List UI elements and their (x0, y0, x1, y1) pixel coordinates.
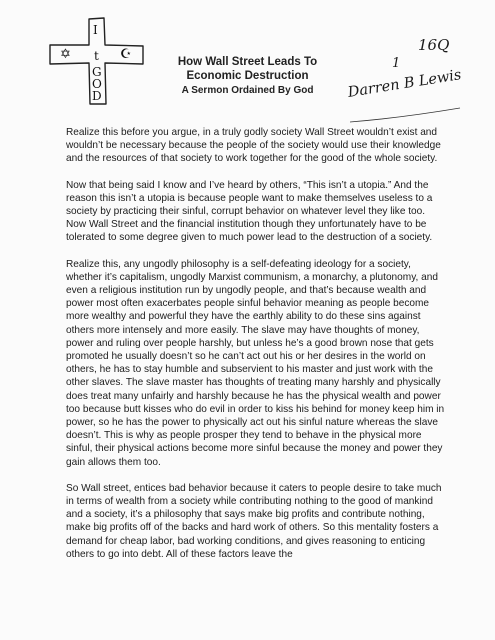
paragraph-3: Realize this, any ungodly philosophy is a self-defeating ideology for a society, whether it’s capitalism, ungodly Marxist communism, a monarchy, a plutonomy, and even a religious institution run by ungodly people, and that’s because wealth and power most often exacerbates people sinful behavior meaning as people become more wealthy and powerful they have the earthly ability to do these sins against others more intensely and more easily. The slave may have thoughts of money, power and ruling over people harshly, but unless he’s a good brown nose that gets promoted he usually doesn’t so he can’t act out his or her desires in the world on others, he has to stay humble and subservient to his master and just work with the other slaves. The slave master has thoughts of treating many harshly and physically does treat many unfairly and harshly because he has the physical wealth and power too because butt kisses who do evil in order to kiss his behind for money keep him in power, so he has the power to physically act out his sinful nature whereas the slave doesn’t. This is why as people prosper they tend to behave in the physical more sinful, their physical actions become more sinful because the money and power they gain allows them too. (66, 258, 445, 468)
paragraph-2: Now that being said I know and I’ve heard by others, “This isn’t a utopia.” And the reason this isn’t a utopia is because people want to make themselves useless to a society by practicing their sinful, corrupt behavior on whatever level they like too. Now Wall Street and the financial institution though they unfortunately have to be tolerated to some degree given to much power lead to the destruction of a society. (66, 179, 433, 244)
paragraph-1: Realize this before you argue, in a truly godly society Wall Street wouldn’t exist and wouldn’t be necessary because the people of the society would use their knowledge and the resources of that society to work together for the good of the whole society. (66, 127, 441, 165)
cross-letter-d: D (92, 89, 102, 103)
signature: Darren B Lewis (346, 67, 463, 101)
cross-letter-g: G (92, 65, 102, 79)
title-line-2: Economic Destruction (186, 70, 309, 82)
title-block (160, 55, 335, 97)
cross-letter-t: t (94, 49, 99, 63)
page-number: 1 (392, 56, 401, 71)
cross-letter-i: I (93, 23, 98, 37)
page-code: 16Q (418, 36, 450, 54)
sermon-body (66, 126, 448, 574)
title-line-1: How Wall Street Leads To (177, 56, 318, 68)
star-of-david-icon: ✡ (60, 47, 71, 62)
star-and-crescent-icon: ☪ (120, 47, 132, 62)
paragraph-4: So Wall street, entices bad behavior because it caters to people desire to take much in terms of wealth from a society while contributing nothing to the good of mankind and a society, it’s a philosophy that says make big profits and contribute nothing, make big profits off of the backs and hard work of others. So this mentality fosters a demand for cheap labor, bad working conditions, and gives reasoning to enticing others to go into debt. All of these factors leave the (66, 482, 442, 560)
signature-underline (350, 108, 460, 122)
cross-letter-o: O (92, 77, 102, 91)
subtitle: A Sermon Ordained By God (181, 85, 314, 96)
